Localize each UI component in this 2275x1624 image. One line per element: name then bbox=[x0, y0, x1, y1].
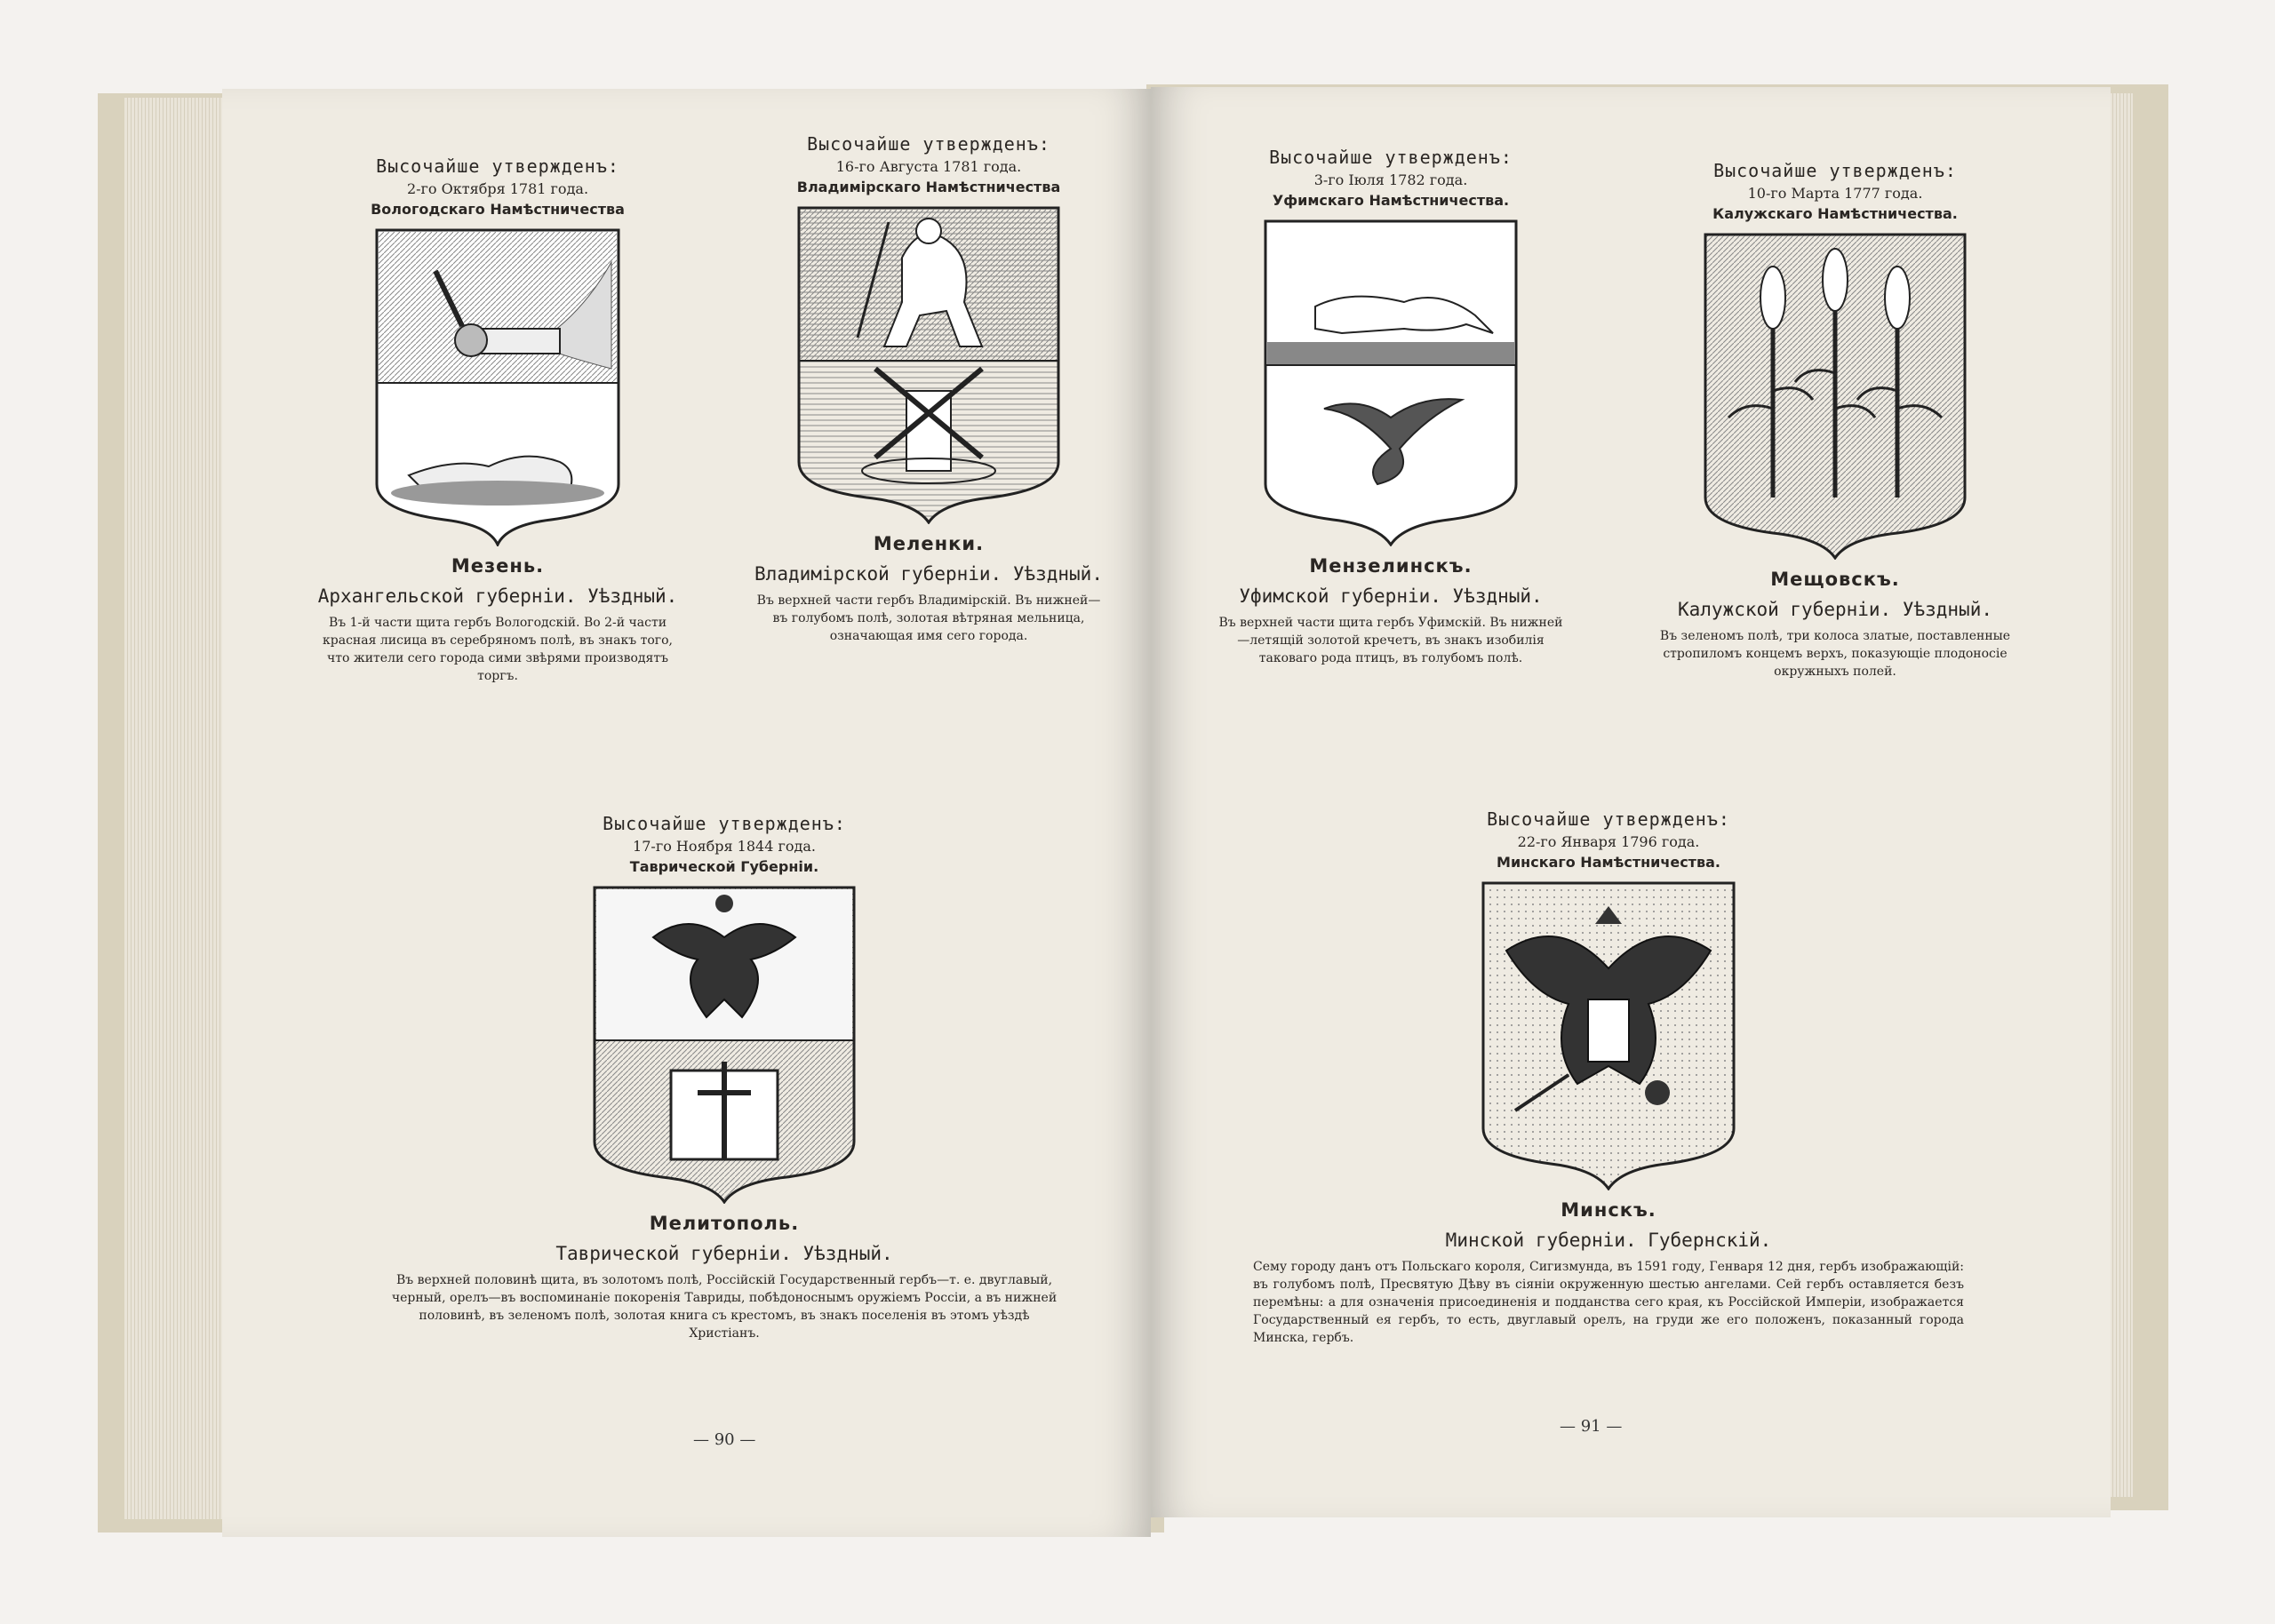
approval-origin: Владимірскаго Намѣстничества bbox=[796, 179, 1061, 195]
entry-melitopol bbox=[355, 813, 1093, 1342]
province-label: Владимірской губерніи. Уѣздный. bbox=[754, 563, 1103, 585]
approval-heading: Высочайше утвержденъ: bbox=[1487, 808, 1730, 830]
province-label: Уфимской губерніи. Уѣздный. bbox=[1239, 585, 1543, 607]
eagle-and-book-icon bbox=[591, 884, 858, 1204]
approval-origin: Уфимскаго Намѣстничества. bbox=[1272, 192, 1510, 209]
province-label: Архангельской губерніи. Уѣздный. bbox=[317, 585, 678, 607]
entry-meshchovsk bbox=[1644, 160, 2026, 681]
approval-origin: Таврической Губерніи. bbox=[629, 858, 819, 875]
entry-mezen bbox=[302, 155, 693, 685]
approval-date: 22-го Января 1796 года. bbox=[1517, 833, 1700, 850]
approval-date: 2-го Октября 1781 года. bbox=[406, 180, 589, 197]
entry-melenki bbox=[738, 133, 1120, 645]
entry-minsk bbox=[1217, 808, 2000, 1347]
lion-and-windmill-icon bbox=[795, 204, 1062, 524]
three-ears-of-wheat-icon bbox=[1702, 231, 1968, 560]
description: Въ зеленомъ полѣ, три колоса златые, поставленные стропиломъ концемъ верхъ, показующіе плодоносіе окружныхъ полей. bbox=[1659, 629, 2011, 679]
description: Въ верхней части щита гербъ Уфимскій. Въ нижней—летящій золотой кречетъ, въ знакъ изобилія таковаго рода птицъ, въ голубомъ полѣ. bbox=[1218, 616, 1563, 665]
approval-origin: Вологодскаго Намѣстничества bbox=[371, 201, 625, 218]
province-label: Таврической губерніи. Уѣздный. bbox=[555, 1243, 893, 1264]
description: Въ верхней половинѣ щита, въ золотомъ полѣ, Россійскій Государственный гербъ—т. е. двуглавый, черный, орелъ—въ воспоминаніе покоренія Тавриды, побѣдоноснымъ оружіемъ Россіи, а въ нижней половинѣ, въ зеленомъ полѣ, золотая книга съ крестомъ, въ знакъ поселенія въ этомъ уѣздѣ Христіанъ. bbox=[391, 1273, 1058, 1341]
description: Въ 1-й части щита гербъ Вологодскій. Во 2-й части красная лисица въ серебряномъ полѣ, въ знакъ того, что жители сего города сими звѣрями производятъ торгъ. bbox=[323, 616, 673, 683]
arm-with-orb-and-fox-icon bbox=[373, 227, 622, 546]
approval-date: 17-го Ноября 1844 года. bbox=[633, 838, 816, 855]
approval-date: 16-го Августа 1781 года. bbox=[835, 158, 1022, 175]
page-number-left: — 90 — bbox=[693, 1430, 756, 1449]
marten-and-falcon-icon bbox=[1262, 218, 1520, 546]
city-name: Мещовскъ. bbox=[1770, 569, 1900, 590]
province-label: Минской губерніи. Губернскій. bbox=[1445, 1230, 1772, 1251]
approval-heading: Высочайше утвержденъ: bbox=[603, 813, 846, 834]
approval-origin: Калужскаго Намѣстничества. bbox=[1712, 205, 1958, 222]
approval-heading: Высочайше утвержденъ: bbox=[1269, 147, 1513, 168]
city-name: Мензелинскъ. bbox=[1309, 555, 1473, 577]
approval-origin: Минскаго Намѣстничества. bbox=[1497, 854, 1720, 871]
approval-heading: Высочайше утвержденъ: bbox=[376, 155, 619, 177]
description: Въ верхней части гербъ Владимірскій. Въ нижней— въ голубомъ полѣ, золотая вѣтряная мельница, означающая имя сего города. bbox=[756, 593, 1101, 643]
province-label: Калужской губерніи. Уѣздный. bbox=[1677, 599, 1992, 620]
description: Сему городу данъ отъ Польскаго короля, Сигизмунда, въ 1591 году, Генваря 12 дня, гербъ изображающій: въ голубомъ полѣ, Пресвятую Дѣву въ сіяніи окруженную шестью ангелами. Сей гербъ оставляется безъ перемѣны: а для означенія присоединенія и подданства сего края, къ Россійской Имперіи, изображается Государственный ея гербъ, то есть, двуглавый орелъ, на груди же его положенъ, показанный города Минска, гербъ. bbox=[1253, 1260, 1964, 1345]
approval-date: 10-го Марта 1777 года. bbox=[1747, 185, 1923, 202]
page-edges-left bbox=[124, 98, 231, 1519]
double-headed-eagle-icon bbox=[1480, 880, 1737, 1190]
city-name: Мелитополь. bbox=[649, 1213, 800, 1234]
approval-heading: Высочайше утвержденъ: bbox=[1713, 160, 1957, 181]
page-number-right: — 91 — bbox=[1560, 1417, 1623, 1436]
approval-heading: Высочайше утвержденъ: bbox=[807, 133, 1050, 155]
city-name: Мезень. bbox=[451, 555, 545, 577]
city-name: Минскъ. bbox=[1561, 1199, 1656, 1221]
city-name: Меленки. bbox=[873, 533, 985, 554]
entry-menzelinsk bbox=[1204, 147, 1577, 667]
approval-date: 3-го Іюля 1782 года. bbox=[1313, 171, 1468, 188]
